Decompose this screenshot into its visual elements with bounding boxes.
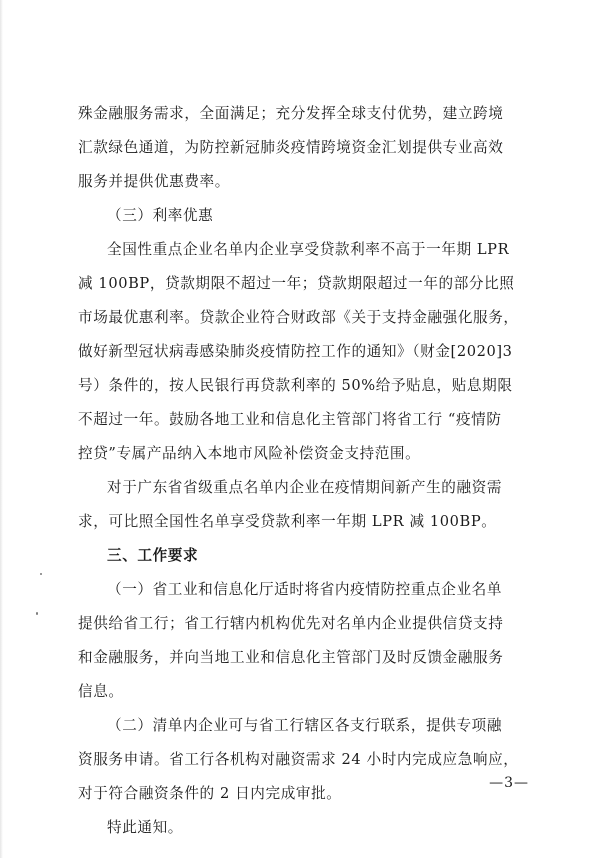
document-body xyxy=(78,97,530,845)
body-line: 对于符合融资条件的 2 日内完成审批。 xyxy=(78,785,342,802)
body-line: 减 100BP，贷款期限不超过一年；贷款期限超过一年的部分比照 xyxy=(78,275,515,292)
body-line: 做好新型冠状病毒感染肺炎疫情防控工作的通知》（财金[2020]3 xyxy=(78,343,513,360)
body-line: 控贷”专属产品纳入本地市风险补偿资金支持范围。 xyxy=(78,445,421,462)
body-line: 和金融服务，并向当地工业和信息化主管部门及时反馈金融服务 xyxy=(78,649,504,666)
body-line: 信息。 xyxy=(78,683,124,700)
scan-speck xyxy=(36,612,38,615)
body-line: 服务并提供优惠费率。 xyxy=(78,173,230,190)
scan-speck xyxy=(40,573,42,575)
body-line: 提供给省工行；省工行辖内机构优先对名单内企业提供信贷支持 xyxy=(78,615,504,632)
body-line: 全国性重点企业名单内企业享受贷款利率不高于一年期 LPR xyxy=(107,241,510,258)
body-line: 不超过一年。鼓励各地工业和信息化主管部门将省工行 “疫情防 xyxy=(78,411,502,428)
body-line: 求，可比照全国性名单享受贷款利率一年期 LPR 减 100BP。 xyxy=(78,513,497,530)
section-subheading-interest-rate: （三）利率优惠 xyxy=(107,207,214,224)
body-line: 殊金融服务需求，全面满足；充分发挥全球支付优势，建立跨境 xyxy=(78,105,504,122)
body-line: 市场最优惠利率。贷款企业符合财政部《关于支持金融强化服务， xyxy=(78,309,519,326)
closing-line: 特此通知。 xyxy=(107,819,183,836)
scan-edge-shadow xyxy=(0,0,3,858)
body-line: 资服务申请。省工行各机构对融资需求 24 小时内完成应急响应， xyxy=(78,751,519,768)
page-number: —3— xyxy=(489,775,529,791)
body-line: （一）省工业和信息化厅适时将省内疫情防控重点企业名单 xyxy=(107,581,503,598)
body-line: 号）条件的，按人民银行再贷款利率的 50%给予贴息，贴息期限 xyxy=(78,377,513,394)
section-heading-work-requirements: 三、工作要求 xyxy=(107,547,199,564)
body-line: （二）清单内企业可与省工行辖区各支行联系，提供专项融 xyxy=(107,717,503,734)
body-line: 汇款绿色通道，为防控新冠肺炎疫情跨境资金汇划提供专业高效 xyxy=(78,139,504,156)
body-line: 对于广东省省级重点名单内企业在疫情期间新产生的融资需 xyxy=(107,479,503,496)
